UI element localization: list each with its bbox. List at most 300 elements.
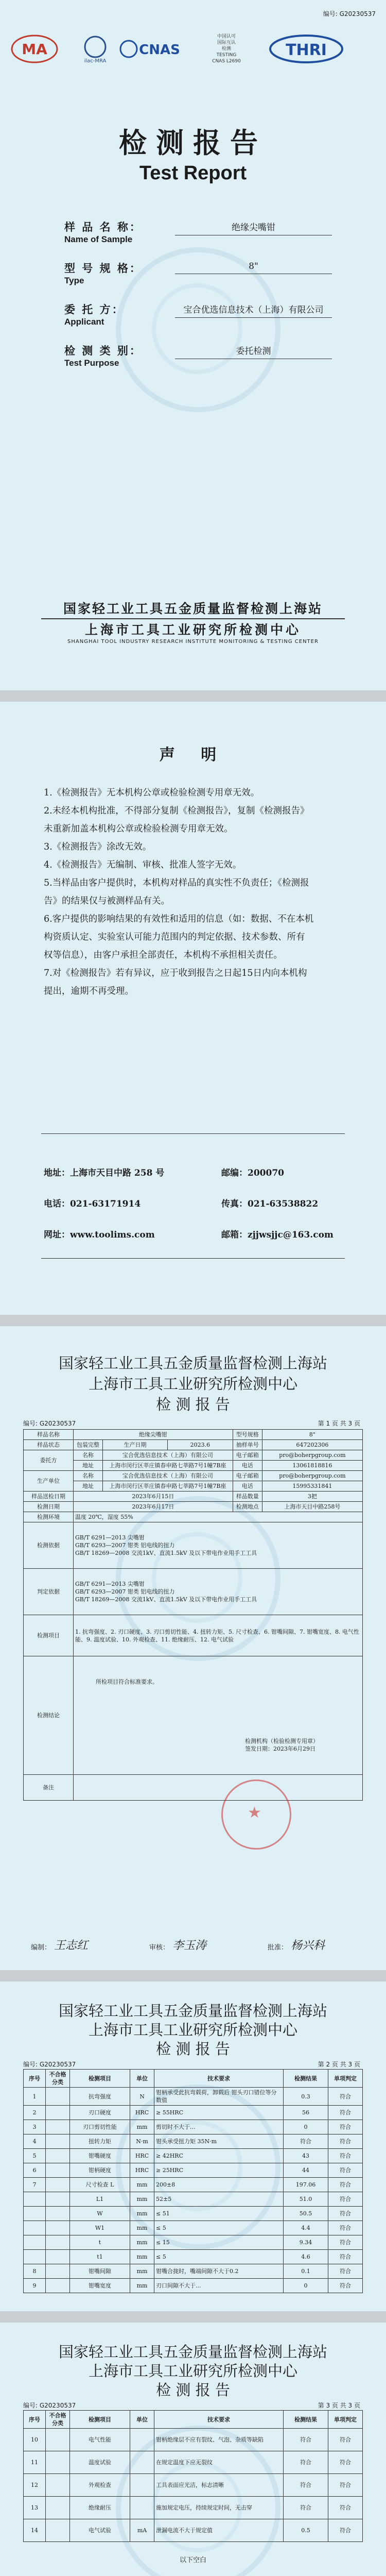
report-header-line1: 国家轻工业工具五金质量监督检测上海站 [58,1354,327,1372]
field-label: 检 测 类 别： [64,344,142,357]
cell: 上海市闵行区莘庄镇春申路七莘路7号1幢7B座 [103,1481,233,1492]
cell: 8 [24,2264,46,2279]
table-row [24,1461,363,1471]
test-results-table [23,2410,363,2542]
cell: 符合 [328,2149,363,2163]
cell: 生产单位 [24,1471,74,1492]
cell: 符合 [328,2279,363,2293]
cell: mm [130,2264,154,2279]
cell: 2023.6 [168,1440,233,1450]
cell: 符合 [328,2519,363,2542]
cell [46,2192,70,2207]
cell: 14 [24,2519,46,2542]
cell [46,2134,70,2149]
cell: 符合 [328,2120,363,2134]
page-indicator: 第 2 页 共 3 页 [318,2061,360,2068]
cell: mm [130,2192,154,2207]
cell: 13 [24,2497,46,2519]
ilac-logo [77,31,113,67]
signature-review: 李玉涛 [172,1939,207,1952]
cell [24,2207,46,2221]
cell: mm [130,2207,154,2221]
cell [130,2474,154,2497]
svg-text:MA: MA [22,41,47,58]
table-row [24,2264,363,2279]
field-label: 型 号 规 格： [64,262,142,275]
table-row [24,2221,363,2235]
official-seal [221,1780,291,1850]
cover-footer-divider [41,618,345,619]
cell: 43 [284,2149,328,2163]
cell: 9.34 [284,2235,328,2250]
cell: 15995331841 [262,1481,362,1492]
cell: 符合 [284,2134,328,2149]
cell: 刃口剪切性能 [70,2120,130,2134]
thri-logo [268,31,345,67]
cell: 符合 [328,2088,363,2106]
declaration-title: 声 明 [159,746,227,764]
col-header: 技术要求 [154,2070,284,2088]
cell: 2023年6月17日 [74,1502,233,1512]
cell: 0.1 [284,2264,328,2279]
cell: 5 [24,2149,46,2163]
cell: 6 [24,2163,46,2178]
declaration-item: 权等信息），由客户承担全部责任，本机构不承担相关责任。 [44,950,283,960]
cell [46,2149,70,2163]
cell: 名称 [74,1471,103,1481]
cell: ≥ 25HRC [154,2163,284,2178]
table-row [24,1430,363,1440]
cell: W [70,2207,130,2221]
report-header-line1: 国家轻工业工具五金质量监督检测上海站 [58,2002,327,2020]
cell: 地址 [74,1481,103,1492]
cell: 备注 [24,1775,74,1801]
field-label: 委 托 方： [64,303,125,316]
report-title-cn: 检测报告 [119,126,267,159]
col-header: 序号 [24,2070,46,2088]
report-header-line1: 国家轻工业工具五金质量监督检测上海站 [58,2343,327,2361]
cell: ≥ 55HRC [154,2106,284,2120]
conclusion-text: 所检项目符合标准要求。 [96,1679,158,1685]
judge-line: GB/T 18269—2008 交流1kV、直流1.5kV 及以下带电作业用手工工具 [75,1596,257,1603]
fax: 传真：021-63538822 [221,1199,319,1209]
field-value: 8" [175,261,332,274]
declaration-item: 未重新加盖本机构公章或检验检测专用章无效。 [44,824,233,834]
cell: 符合 [328,2207,363,2221]
cell [130,2451,154,2474]
cell: 型号规格 [233,1430,262,1440]
cell: 上海市闵行区莘庄镇春申路七莘路7号1幢7B座 [103,1461,233,1471]
cell: 钳柄硬度 [70,2163,130,2178]
cell: N·m [130,2134,154,2149]
col-header: 技术要求 [154,2411,284,2429]
report-header-line3: 检 测 报 告 [156,2040,230,2058]
col-header: 不合格分类 [46,2070,70,2088]
sig-approve-label: 批准： [268,1944,288,1952]
cell: ≤ 15 [154,2235,284,2250]
cell: 地址 [74,1461,103,1471]
testing-number: CNAS L2690 [212,59,241,64]
cell: mA [130,2519,154,2542]
cell: 刃口硬度 [70,2106,130,2120]
cell [130,2497,154,2519]
table-row [24,1471,363,1481]
end-blank-note: 以下空白 [179,2556,206,2564]
svg-text:THRI: THRI [286,41,327,59]
cell: 钳柄绝缘层不应有裂纹、气泡、杂质等缺陷 [154,2429,284,2451]
cnas-logo [118,31,185,67]
cell: 钳柄承受此抗弯载荷，卸载后 钳头刃口错位等分数值 [154,2088,284,2106]
table-row [24,2207,363,2221]
cell: ≤ 5 [154,2250,284,2264]
report-title-en: Test Report [139,162,247,184]
cell: N [130,2088,154,2106]
cell: 3把 [262,1492,362,1502]
table-row [24,1512,363,1522]
cell: 52±5 [154,2192,284,2207]
testing-en: TESTING [216,53,237,58]
cell: 钳头承受扭力矩 35N·m [154,2134,284,2149]
cell: 施加规定电压，持续规定时间，无击穿 [154,2497,284,2519]
cell: ≥ 42HRC [154,2149,284,2163]
table-row [24,2279,363,2293]
cell: 符合 [328,2134,363,2149]
cell [46,2207,70,2221]
address: 地址：上海市天目中路 258 号 [44,1168,165,1178]
cell: 钳嘴合拢时，嘴端间隙不大于0.2 [154,2264,284,2279]
report-page-2 [0,1981,386,2311]
cell: 泄漏电流不大于规定值 [154,2519,284,2542]
cell: 上海市天目中路258号 [262,1502,362,1512]
cell [24,2192,46,2207]
cell: 尺寸检查 L [70,2178,130,2192]
cell: pro@boherpgroup.com [262,1471,362,1481]
cell [24,2235,46,2250]
cover-footer-en: SHANGHAI TOOL INDUSTRY RESEARCH INSTITUTE MONITORING & TESTING CENTER [67,639,319,645]
basis-line: GB/T 6291—2013 尖嘴钳 [75,1534,145,1541]
cell [46,2235,70,2250]
email: 邮箱：zjjwsjjc@163.com [221,1230,334,1240]
cell: 9 [24,2279,46,2293]
cell: HRC [130,2163,154,2178]
cell: 样品状态 [24,1440,74,1450]
field-value: 绝缘尖嘴钳 [175,220,332,235]
cell: 符合 [284,2497,328,2519]
table-row [24,2120,363,2134]
cell: ≤ 51 [154,2207,284,2221]
cell: 在规定温度下应无裂纹 [154,2451,284,2474]
cell [46,2178,70,2192]
testing-mutual: 国际互认 [217,40,236,45]
declaration-item: 3.《检测报告》涂改无效。 [44,842,152,852]
cell: t [70,2235,130,2250]
field-value: 宝合优选信息技术（上海）有限公司 [175,302,332,318]
col-header: 检测结果 [284,2411,328,2429]
cell: 符合 [284,2429,328,2451]
cell: mm [130,2221,154,2235]
cell: HRC [130,2106,154,2120]
cell [24,2250,46,2264]
table-row [24,1481,363,1492]
svg-text:ilac-MRA: ilac-MRA [84,58,107,64]
cell: 符合 [328,2429,363,2451]
cell: 符合 [328,2192,363,2207]
cell: W1 [70,2221,130,2235]
declaration-item: 5.当样品由客户提供时，本机构对样品的真实性不负责任；《检测报 [44,878,309,888]
cell: 电子邮箱 [233,1450,262,1461]
declaration-item: 6.客户提供的影响结果的有效性和适用的信息（如：数据、不在本机 [44,914,314,924]
cell: 10 [24,2429,46,2451]
cell: 判定依据 [24,1569,74,1615]
cell: 符合 [328,2106,363,2120]
cell: pro@boherpgroup.com [262,1450,362,1461]
postcode: 邮编：200070 [221,1168,284,1178]
cell: 绝缘尖嘴钳 [74,1430,233,1440]
table-row [24,2106,363,2120]
field-label-en: Name of Sample [64,234,133,244]
report-header-line2: 上海市工具工业研究所检测中心 [88,2021,297,2039]
table-header-row [24,2411,363,2429]
field-sample-name [64,219,332,245]
col-header: 单项判定 [328,2411,363,2429]
cell [46,2106,70,2120]
cell: 包装完整 [74,1440,103,1450]
website: 网址：www.toolims.com [44,1230,155,1240]
basis-line: GB/T 6293—2007 钳类 铝电线的扭力 [75,1542,175,1549]
judge-line: GB/T 6293—2007 钳类 铝电线的扭力 [75,1588,175,1595]
table-row [24,2474,363,2497]
cell: 0 [284,2279,328,2293]
table-row [24,2088,363,2106]
cell: t1 [70,2250,130,2264]
cell [74,1569,363,1615]
cell [46,2279,70,2293]
cell: 符合 [328,2264,363,2279]
field-value: 委托检测 [175,344,332,359]
cell: 样品名称 [24,1430,74,1440]
cell: 3 [24,2120,46,2134]
table-row [24,1522,363,1569]
cell: 符合 [328,2178,363,2192]
table-row [24,2451,363,2474]
report-number: 编号: G20230537 [23,2061,76,2068]
page-indicator: 第 1 页 共 3 页 [318,1420,360,1427]
col-header: 检测项目 [70,2070,130,2088]
cell: mm [130,2120,154,2134]
cell: 检测地点 [233,1502,262,1512]
table-row [24,2163,363,2178]
cover-footer-cn2: 上海市工具工业研究所检测中心 [84,622,301,637]
table-row [24,2149,363,2163]
sample-info-table [23,1429,363,1801]
cell: 13061818816 [262,1461,362,1471]
declaration-item: 提出，逾期不再受理。 [44,986,134,996]
cell: 符合 [328,2163,363,2178]
cell: 符合 [284,2474,328,2497]
declaration-item: 2.未经本机构批准，不得部分复制《检测报告》，复制《检测报告》 [44,806,309,816]
cell [24,2221,46,2235]
cell: 符合 [328,2474,363,2497]
cell: 电话 [233,1481,262,1492]
cell: 647202306 [262,1440,362,1450]
table-row [24,1502,363,1512]
cell: mm [130,2250,154,2264]
field-test-purpose [64,343,332,368]
report-header-line3: 检 测 报 告 [156,2381,230,2399]
cell: L1 [70,2192,130,2207]
table-row [24,1450,363,1461]
page-indicator: 第 3 页 共 3 页 [318,2402,360,2409]
cell: 钳嘴间隙 [70,2264,130,2279]
basis-line: GB/T 18269—2008 交流1kV、直流1.5kV 及以下带电作业用手工工具 [75,1550,257,1556]
col-header: 单项判定 [328,2070,363,2088]
judge-line: GB/T 6291—2013 尖嘴钳 [75,1581,145,1587]
declaration-item: 7.对《检测报告》若有异议，应于收到报告之日起15日内向本机构 [44,968,307,978]
cell: 样品数量 [233,1492,262,1502]
cell: 电气试验 [70,2519,130,2542]
conclusion-seal-label: 检测机构（检验检测专用章） [245,1738,319,1744]
col-header: 检测项目 [70,2411,130,2429]
cell: 检测依据 [24,1522,74,1569]
cell: 7 [24,2178,46,2192]
cell: 名称 [74,1450,103,1461]
cell [46,2120,70,2134]
cell: 200±8 [154,2178,284,2192]
cell: 外观检查 [70,2474,130,2497]
cell: 工具表面应光洁，标志清晰 [154,2474,284,2497]
field-type [64,260,332,286]
cell: mm [130,2178,154,2192]
cell: 2 [24,2106,46,2120]
cell [46,2429,70,2451]
table-row [24,1492,363,1502]
cell: 符合 [328,2235,363,2250]
cell: 2023年6月15日 [74,1492,233,1502]
testing-cn: 中国认可 [217,34,236,39]
cell [46,2264,70,2279]
contact-divider-top [41,1133,345,1134]
cell: 1 [24,2088,46,2106]
phone: 电话：021-63171914 [44,1199,141,1209]
field-applicant [64,301,332,327]
report-header-line3: 检 测 报 告 [156,1396,230,1413]
table-row [24,1615,363,1656]
cell: 电话 [233,1461,262,1471]
table-row [24,2429,363,2451]
contact-divider-bottom [41,1258,345,1259]
cell [46,2451,70,2474]
col-header: 不合格分类 [46,2411,70,2429]
table-row [24,1656,363,1775]
cell: 56 [284,2106,328,2120]
report-number: 编号: G20230537 [23,2402,76,2409]
cell: 电气性能 [70,2429,130,2451]
cell: 符合 [284,2451,328,2474]
cell: 检测日期 [24,1502,74,1512]
cell [46,2250,70,2264]
cell: 符合 [328,2221,363,2235]
declaration-item: 4.《检测报告》无编制、审核、批准人签字无效。 [44,860,242,870]
cell: 电子邮箱 [233,1471,262,1481]
cell: 符合 [328,2497,363,2519]
cell [130,2429,154,2451]
cell: ≤ 5 [154,2221,284,2235]
table-row [24,2519,363,2542]
cell: 4.4 [284,2221,328,2235]
col-header: 单位 [130,2070,154,2088]
cell: 宝合优选信息技术（上海）有限公司 [103,1471,233,1481]
cell: 0.5 [284,2519,328,2542]
testing-label: 检测 [221,46,231,52]
cell: 检测项目 [24,1615,74,1656]
field-label-en: Test Purpose [64,358,119,368]
cert-number: 编号: G20230537 [323,10,376,18]
declaration-item: 1.《检测报告》无本机构公章或检验检测专用章无效。 [44,788,260,798]
report-page-1 [0,1326,386,1970]
cell [46,2088,70,2106]
cell: mm [130,2235,154,2250]
cell [74,1656,363,1775]
cell: 委托方 [24,1450,74,1471]
table-header-row [24,2070,363,2088]
report-header-line2: 上海市工具工业研究所检测中心 [88,1375,297,1393]
table-row [24,1569,363,1615]
signature-edit: 王志红 [54,1939,89,1952]
svg-text:CNAS: CNAS [139,42,180,58]
table-row [24,2250,363,2264]
report-header-line2: 上海市工具工业研究所检测中心 [88,2362,297,2380]
cell [74,1775,363,1801]
table-row [24,2497,363,2519]
declaration-item: 告》的结果仅与被测样品有关。 [44,896,170,906]
cover-footer-cn1: 国家轻工业工具五金质量监督检测上海站 [63,601,323,616]
certification-logos [0,31,386,77]
cell: 温度试验 [70,2451,130,2474]
cell: 4 [24,2134,46,2149]
cell [46,2474,70,2497]
cell [46,2497,70,2519]
cell: 197.06 [284,2178,328,2192]
cell: 44 [284,2163,328,2178]
cell: 温度 20℃，湿度 55% [74,1512,363,1522]
declaration-item: 构资质认定、实验室认可能力范围内的判定依据、技术参数、所有 [44,932,305,942]
table-row [24,2192,363,2207]
cell: 符合 [328,2451,363,2474]
table-row [24,1440,363,1450]
cell [46,2519,70,2542]
declaration-page [0,702,386,1315]
conclusion-date: 签发日期：2023年6月29日 [245,1745,315,1752]
cell: 12 [24,2474,46,2497]
cell: 扭转力矩 [70,2134,130,2149]
cell: 检测环境 [24,1512,74,1522]
cell: 样品送检日期 [24,1492,74,1502]
cell: 0 [284,2120,328,2134]
cell [46,2163,70,2178]
field-label: 样 品 名 称： [64,221,142,233]
cell [74,1522,363,1569]
cell: 符合 [328,2250,363,2264]
cell: 剪切时不大于... [154,2120,284,2134]
cell: 宝合优选信息技术（上海）有限公司 [103,1450,233,1461]
cell: 11 [24,2451,46,2474]
cell: 0.3 [284,2088,328,2106]
cma-logo [10,31,59,67]
table-row [24,2178,363,2192]
field-label-en: Applicant [64,317,104,327]
cell: 钳嘴硬度 [70,2149,130,2163]
cell: 刃口间隙不大于... [154,2279,284,2293]
